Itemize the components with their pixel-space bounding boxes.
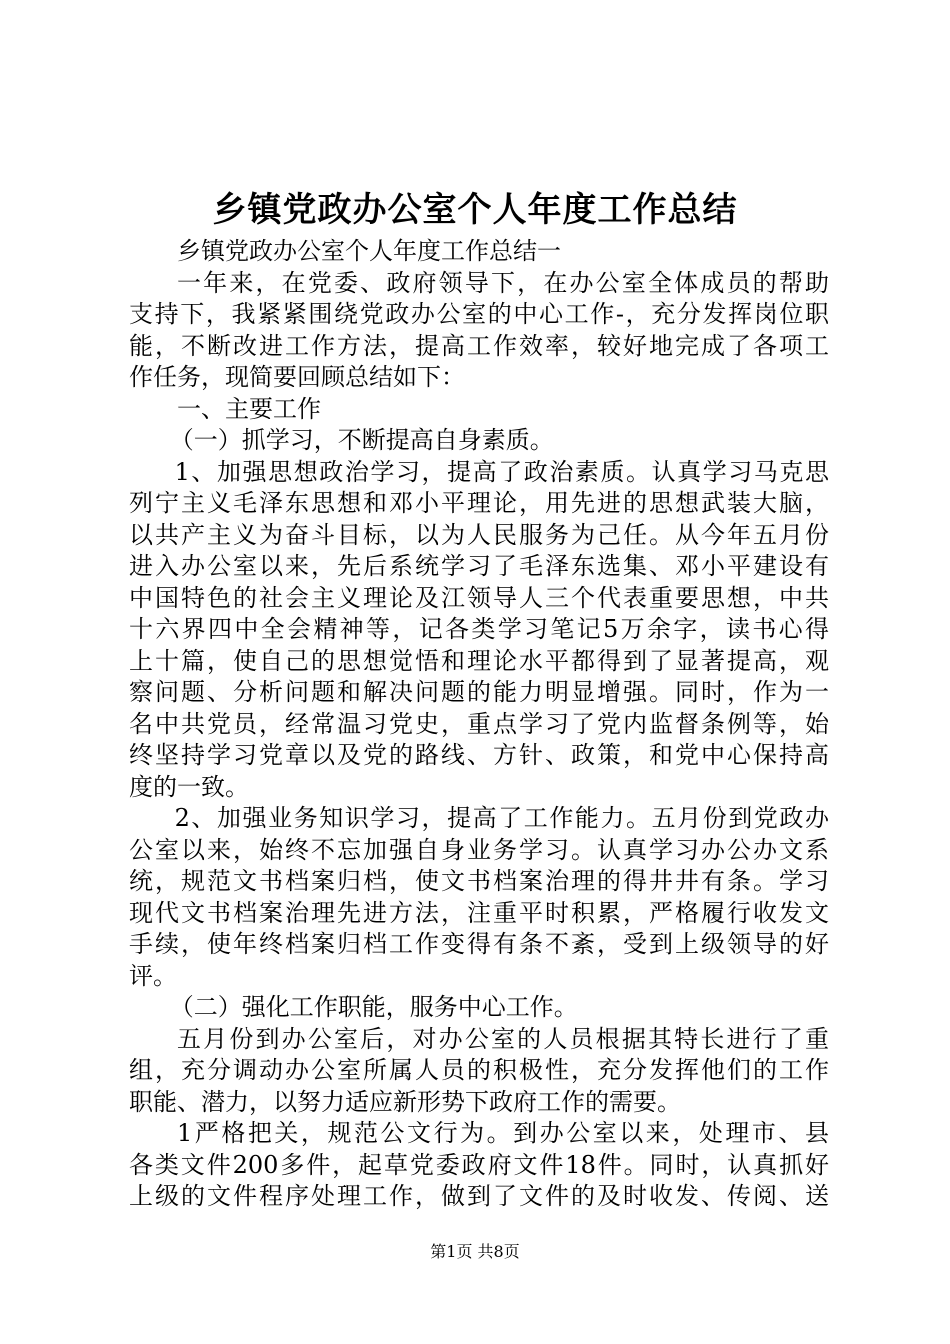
text-line: 一年来，在党委、政府领导下，在办公室全体成员的帮助 — [177, 268, 829, 297]
text-line: 度的一致。 — [129, 772, 249, 801]
text-line: 职能、潜力，以努力适应新形势下政府工作的需要。 — [129, 1087, 681, 1116]
text-line: 终坚持学习党章以及党的路线、方针、政策，和党中心保持高 — [129, 741, 829, 769]
text-line: 支持下，我紧紧围绕党政办公室的中心工作-，充分发挥岗位职 — [129, 300, 829, 328]
text-line: 一、主要工作 — [177, 394, 321, 423]
text-line: 评。 — [129, 961, 177, 990]
text-line: 上十篇，使自己的思想觉悟和理论水平都得到了显著提高，观 — [129, 646, 829, 675]
text-line: 作任务，现简要回顾总结如下： — [129, 363, 465, 391]
text-line: 现代文书档案治理先进方法，注重平时积累，严格履行收发文 — [129, 898, 829, 927]
text-line: 统，规范文书档案归档，使文书档案治理的得井井有条。学习 — [129, 867, 829, 895]
page-footer: 第1页 共8页 — [430, 1242, 520, 1261]
document-title: 乡镇党政办公室个人年度工作总结 — [212, 190, 738, 230]
text-line: 以共产主义为奋斗目标，以为人民服务为己任。从今年五月份 — [129, 520, 829, 549]
text-line: 五月份到办公室后，对办公室的人员根据其特长进行了重 — [177, 1024, 829, 1053]
text-line: 1严格把关，规范公文行为。到办公室以来，处理市、县 — [177, 1119, 829, 1147]
text-line: 进入办公室以来，先后系统学习了毛泽东选集、邓小平建设有 — [129, 552, 829, 580]
text-line: 十六界四中全会精神等，记各类学习笔记5万余字，读书心得 — [129, 615, 829, 643]
text-line: 名中共党员，经常温习党史，重点学习了党内监督条例等，始 — [129, 709, 829, 738]
text-line: 公室以来，始终不忘加强自身业务学习。认真学习办公办文系 — [129, 835, 829, 864]
text-line: 手续，使年终档案归档工作变得有条不紊，受到上级领导的好 — [129, 930, 829, 958]
text-line: 中国特色的社会主义理论及江领导人三个代表重要思想，中共 — [129, 583, 829, 612]
text-line: 察问题、分析问题和解决问题的能力明显增强。同时，作为一 — [129, 678, 829, 706]
text-line: （一）抓学习，不断提高自身素质。 — [169, 426, 554, 454]
document-body — [129, 236, 829, 1213]
text-line: 组，充分调动办公室所属人员的积极性，充分发挥他们的工作 — [129, 1056, 829, 1084]
text-line: 2、加强业务知识学习，提高了工作能力。五月份到党政办 — [174, 804, 829, 832]
text-line: （二）强化工作职能，服务中心工作。 — [169, 993, 578, 1021]
text-line: 1、加强思想政治学习，提高了政治素质。认真学习马克思 — [174, 457, 829, 486]
text-line: 各类文件200多件，起草党委政府文件18件。同时，认真抓好 — [129, 1150, 829, 1179]
text-line: 能，不断改进工作方法，提高工作效率，较好地完成了各项工 — [129, 331, 829, 360]
text-line: 列宁主义毛泽东思想和邓小平理论，用先进的思想武装大脑， — [129, 489, 829, 517]
text-line: 上级的文件程序处理工作，做到了文件的及时收发、传阅、送 — [129, 1182, 829, 1210]
text-line: 乡镇党政办公室个人年度工作总结一 — [177, 237, 561, 265]
